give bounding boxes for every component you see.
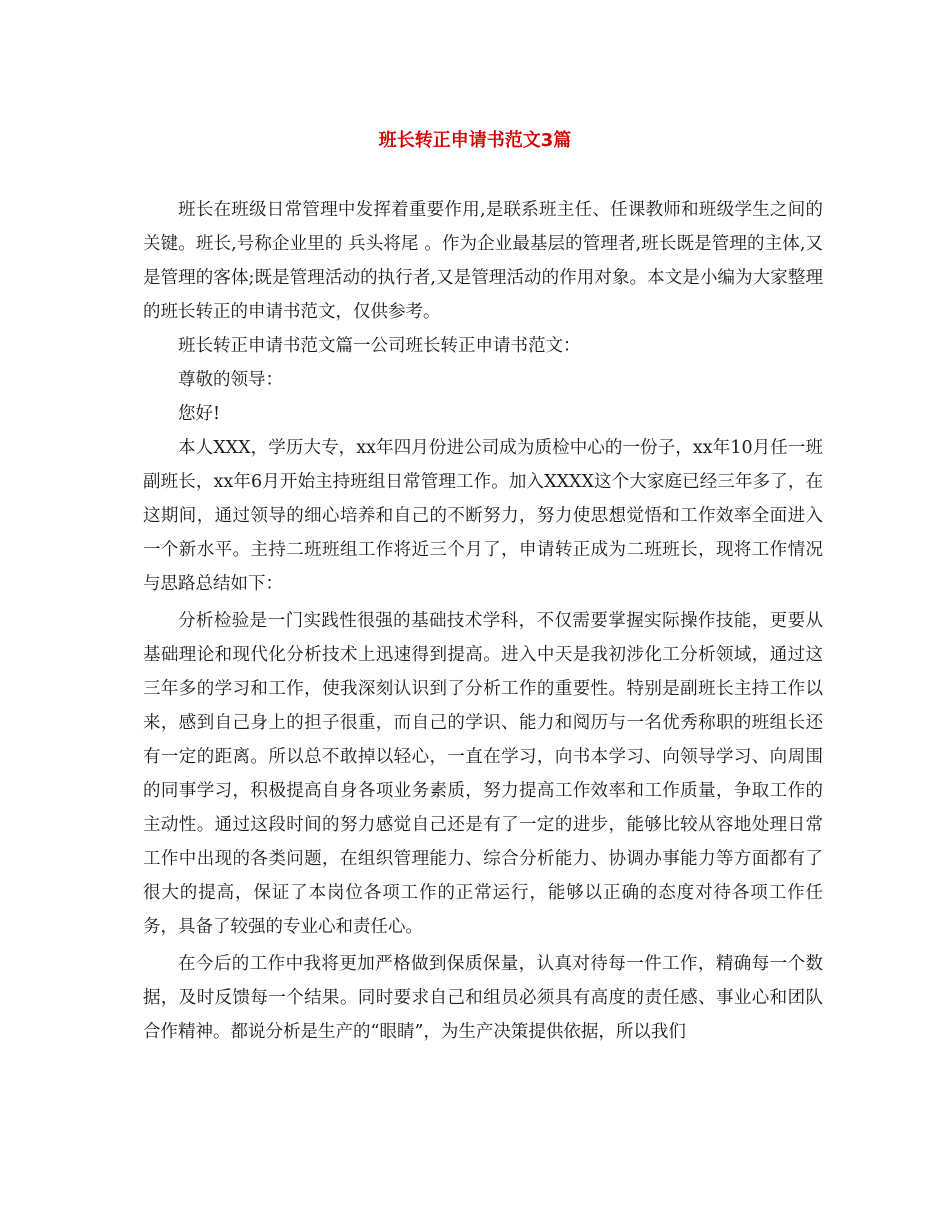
paragraph-intro: 班长在班级日常管理中发挥着重要作用,是联系班主任、任课教师和班级学生之间的关键。班长,号称企业里的 兵头将尾 。作为企业最基层的管理者,班长既是管理的主体,又是管理的客体;既是管理活动的执行者,又是管理活动的作用对象。本文是小编为大家整理的班长转正的申请书范文，仅供参考。 bbox=[143, 200, 823, 322]
document-body bbox=[143, 193, 823, 1049]
paragraph-salutation: 尊敬的领导： bbox=[178, 370, 283, 390]
paragraph-subtitle: 班长转正申请书范文篇一公司班长转正申请书范文： bbox=[178, 336, 581, 356]
paragraph-greeting: 您好! bbox=[178, 404, 221, 424]
paragraph-self-intro: 本人XXX，学历大专，xx年四月份进公司成为质检中心的一份子，xx年10月任一班副班长，xx年6月开始主持班组日常管理工作。加入XXXX这个大家庭已经三年多了，在这期间，通过领导的细心培养和自己的不断努力，努力使思想觉悟和工作效率全面进入一个新水平。主持二班班组工作将近三个月了，申请转正成为二班班长，现将工作情况与思路总结如下： bbox=[143, 438, 823, 594]
document-title: 班长转正申请书范文3篇 bbox=[378, 130, 572, 151]
paragraph-future-plan: 在今后的工作中我将更加严格做到保质保量，认真对待每一件工作，精确每一个数据，及时反馈每一个结果。同时要求自己和组员必须具有高度的责任感、事业心和团队合作精神。都说分析是生产的“眼睛”，为生产决策提供依据，所以我们 bbox=[143, 954, 823, 1042]
paragraph-work-summary: 分析检验是一门实践性很强的基础技术学科，不仅需要掌握实际操作技能，更要从基础理论和现代化分析技术上迅速得到提高。进入中天是我初涉化工分析领域，通过这三年多的学习和工作，使我深刻认识到了分析工作的重要性。特别是副班长主持工作以来，感到自己身上的担子很重，而自己的学识、能力和阅历与一名优秀称职的班组长还有一定的距离。所以总不敢掉以轻心，一直在学习，向书本学习、向领导学习、向周围的同事学习，积极提高自身各项业务素质，努力提高工作效率和工作质量，争取工作的主动性。通过这段时间的努力感觉自己还是有了一定的进步，能够比较从容地处理日常工作中出现的各类问题，在组织管理能力、综合分析能力、协调办事能力等方面都有了很大的提高，保证了本岗位各项工作的正常运行，能够以正确的态度对待各项工作任务，具备了较强的专业心和责任心。 bbox=[143, 611, 823, 937]
